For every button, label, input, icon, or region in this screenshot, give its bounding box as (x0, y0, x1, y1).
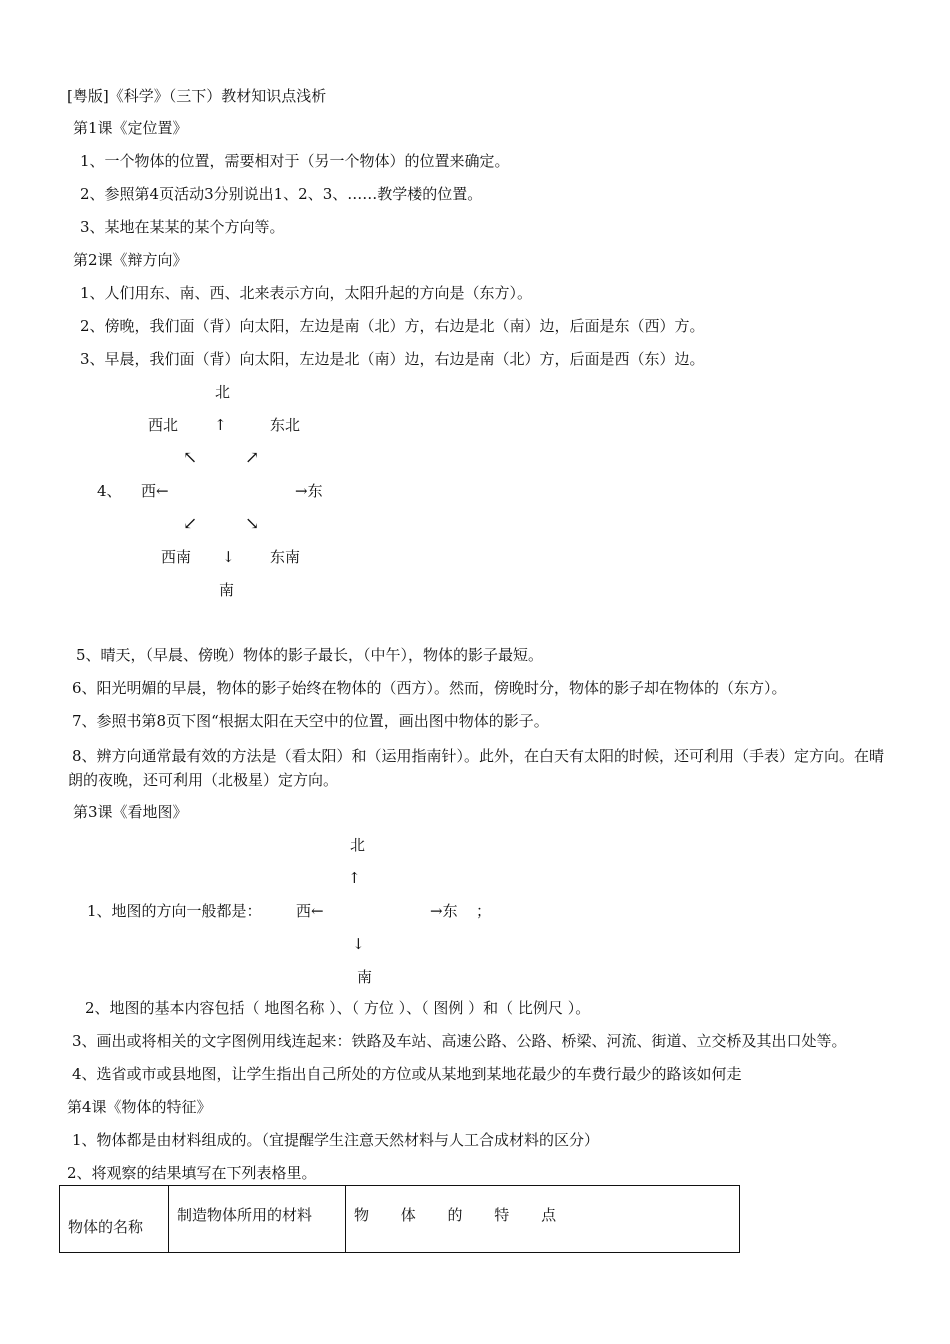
map-north: 北 (350, 836, 366, 854)
lesson3-item: 3、画出或将相关的文字图例用线连起来：铁路及车站、高速公路、公路、桥梁、河流、街道、立交桥及其出口处等。 (72, 1032, 847, 1050)
map-east: →东 (430, 902, 458, 920)
table-header-row (60, 1186, 740, 1253)
lesson3-item: 4、选省或市或县地图，让学生指出自己所处的方位或从某地到某地花最少的车费行最少的路该如何走 (72, 1065, 742, 1083)
compass-item-number: 4、 (97, 482, 122, 500)
compass-south: 南 (219, 581, 235, 599)
lesson2-item: 3、早晨，我们面（背）向太阳，左边是北（南）边，右边是南（北）方，后面是西（东）边。 (80, 350, 705, 368)
table-header-cell: 制造物体所用的材料 (169, 1186, 346, 1253)
lesson4-item: 2、将观察的结果填写在下列表格里。 (67, 1164, 317, 1182)
lesson2-item: 7、参照书第8页下图“根据太阳在天空中的位置，画出图中物体的影子。 (72, 712, 549, 730)
compass-arrow-northeast: ↗ (245, 448, 260, 468)
map-end-mark: ； (476, 902, 492, 920)
lesson1-title: 第1课《定位置》 (73, 119, 188, 137)
compass-north: 北 (215, 383, 231, 401)
lesson3-title: 第3课《看地图》 (73, 803, 188, 821)
compass-west: 西← (141, 482, 169, 500)
compass-northwest: 西北 (148, 416, 179, 434)
lesson4-title: 第4课《物体的特征》 (67, 1098, 212, 1116)
lesson3-item: 2、地图的基本内容包括（ 地图名称 ）、（ 方位 ）、（ 图例 ）和（ 比例尺 ）。 (85, 999, 591, 1017)
lesson2-item: 6、阳光明媚的早晨，物体的影子始终在物体的（西方）。然而，傍晚时分，物体的影子却在物体的（东方）。 (72, 679, 787, 697)
table-header-cell: 物体的名称 (60, 1186, 169, 1253)
compass-arrow-northwest: ↖ (183, 448, 198, 468)
lesson1-item: 3、某地在某某的某个方向等。 (80, 218, 285, 236)
observation-table (59, 1185, 740, 1253)
compass-northeast: 东北 (270, 416, 301, 434)
compass-southeast: 东南 (270, 548, 301, 566)
map-direction-label: 1、地图的方向一般都是： (87, 902, 262, 920)
table-header-cell: 物 体 的 特 点 (346, 1186, 740, 1253)
map-arrow-north: ↑ (348, 869, 361, 887)
compass-east: →东 (295, 482, 323, 500)
compass-arrow-north: ↑ (214, 416, 227, 434)
compass-southwest: 西南 (161, 548, 192, 566)
map-west: 西← (296, 902, 324, 920)
lesson4-item: 1、物体都是由材料组成的。（宜提醒学生注意天然材料与人工合成材料的区分） (72, 1131, 600, 1149)
lesson2-item: 5、晴天，（早晨、傍晚）物体的影子最长，（中午），物体的影子最短。 (76, 646, 544, 664)
lesson2-item: 2、傍晚，我们面（背）向太阳，左边是南（北）方，右边是北（南）边，后面是东（西）方。 (80, 317, 705, 335)
lesson1-item: 1、一个物体的位置，需要相对于（另一个物体）的位置来确定。 (80, 152, 510, 170)
lesson2-item: 8、辨方向通常最有效的方法是（看太阳）和（运用指南针）。此外，在白天有太阳的时候，还可利用（手表）定方向。在晴朗的夜晚，还可利用（北极星）定方向。 (68, 747, 885, 789)
lesson1-item: 2、参照第4页活动3分别说出1、2、3、……教学楼的位置。 (80, 185, 483, 203)
document-title: [粤版]《科学》（三下）教材知识点浅析 (67, 87, 327, 105)
lesson2-item: 1、人们用东、南、西、北来表示方向，太阳升起的方向是（东方）。 (80, 284, 533, 302)
compass-arrow-southwest: ↙ (183, 514, 198, 534)
lesson2-title: 第2课《辩方向》 (73, 251, 188, 269)
map-arrow-south: ↓ (352, 935, 365, 953)
compass-arrow-south: ↓ (222, 548, 235, 566)
map-south: 南 (357, 968, 373, 986)
compass-arrow-southeast: ↘ (245, 514, 260, 534)
